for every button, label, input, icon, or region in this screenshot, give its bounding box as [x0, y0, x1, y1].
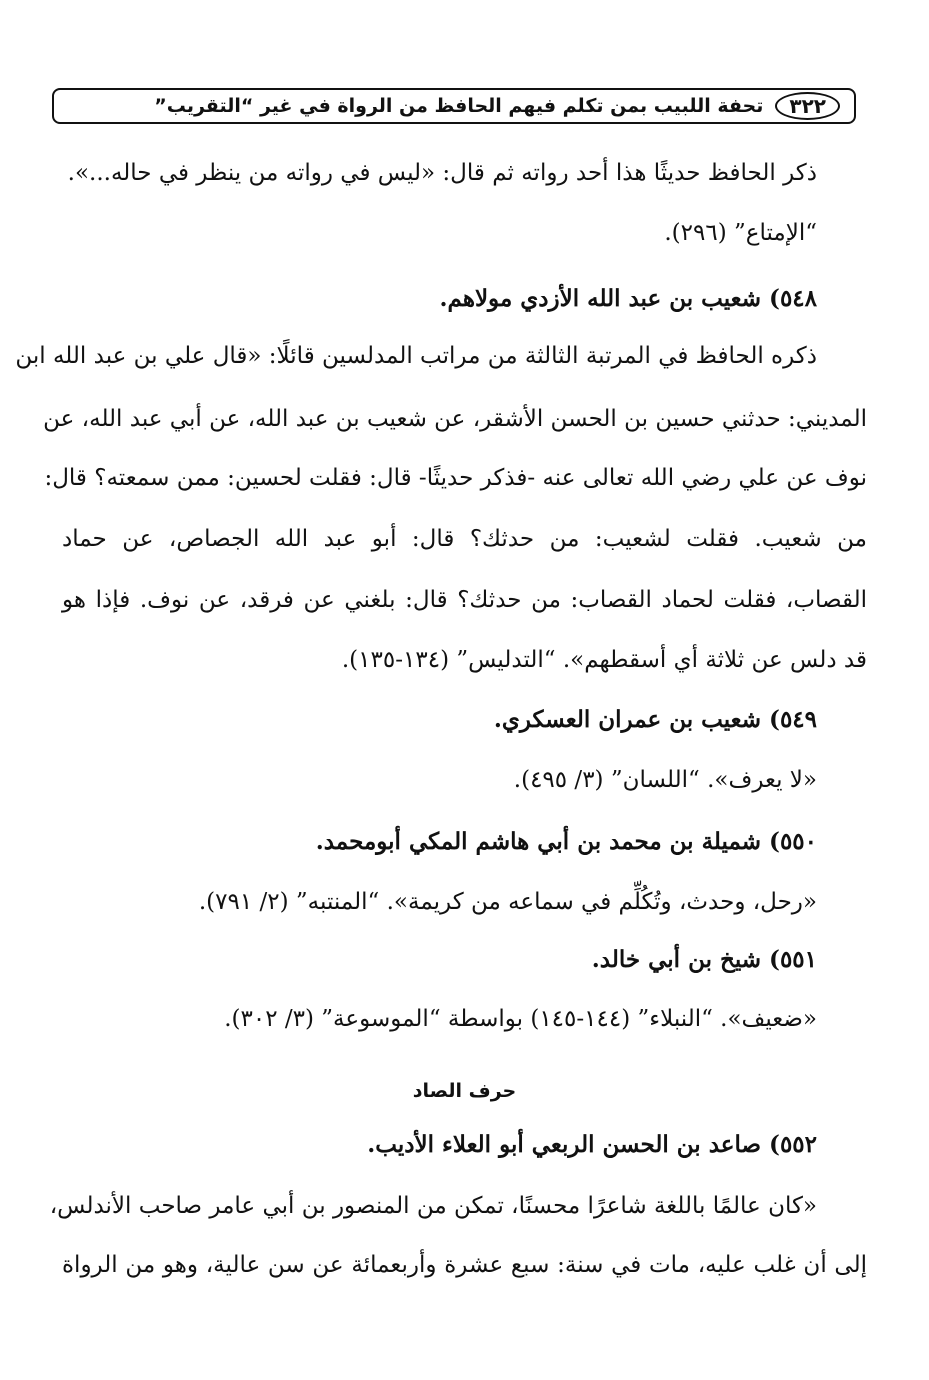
- source-citation: «رحل، وحدث، وتُكُلِّم في سماعه من كريمة». “المنتبه” (٢/ ٧٩١).: [198, 889, 817, 915]
- text-line: من شعيب. فقلت لشعيب: من حدثك؟ قال: أبو عبد الله الجصاص، عن حماد: [62, 526, 867, 552]
- entry-551-heading: ٥٥١) شيخ بن أبي خالد.: [591, 946, 817, 973]
- text-line: قد دلس عن ثلاثة أي أسقطهم». “التدليس” (١٣٤-١٣٥).: [341, 647, 867, 673]
- entry-548-heading: ٥٤٨) شعيب بن عبد الله الأزدي مولاهم.: [439, 285, 817, 312]
- text-line: إلى أن غلب عليه، مات في سنة: سبع عشرة وأربعمائة عن سن عالية، وهو من الرواة: [62, 1252, 867, 1278]
- entry-552-heading: ٥٥٢) صاعد بن الحسن الربعي أبو العلاء الأديب.: [367, 1131, 817, 1158]
- source-citation: «لا يعرف». “اللسان” (٣/ ٤٩٥).: [513, 767, 817, 793]
- source-citation: “الإمتاع” (٢٩٦).: [664, 220, 817, 246]
- text-line: «كان عالمًا باللغة شاعرًا محسنًا، تمكن من المنصور بن أبي عامر صاحب الأندلس،: [49, 1193, 817, 1219]
- text-line: القصاب، فقلت لحماد القصاب: من حدثك؟ قال: بلغني عن فرقد، عن نوف. فإذا هو: [62, 587, 867, 613]
- text-line: نوف عن علي رضي الله تعالى عنه -فذكر حديثًا- قال: فقلت لحسين: ممن سمعته؟ قال:: [44, 465, 867, 491]
- source-citation: «ضعيف». “النبلاء” (١٤٤-١٤٥) بواسطة “الموسوعة” (٣/ ٣٠٢).: [224, 1006, 817, 1032]
- running-header: [52, 88, 856, 124]
- book-title: تحفة اللبيب بمن تكلم فيهم الحافظ من الرواة في غير “التقريب”: [154, 95, 764, 117]
- text-line: ذكر الحافظ حديثًا هذا أحد رواته ثم قال: «ليس في رواته من ينظر في حاله...».: [67, 160, 817, 186]
- entry-550-heading: ٥٥٠) شميلة بن محمد بن أبي هاشم المكي أبومحمد.: [315, 828, 817, 855]
- entry-549-heading: ٥٤٩) شعيب بن عمران العسكري.: [493, 706, 817, 733]
- text-line: المديني: حدثني حسين بن الحسن الأشقر، عن شعيب بن عبد الله، عن أبي عبد الله، عن: [43, 406, 867, 432]
- section-heading: حرف الصاد: [412, 1080, 517, 1102]
- page-number: ٣٢٢: [775, 92, 840, 120]
- text-line: ذكره الحافظ في المرتبة الثالثة من مراتب المدلسين قائلًا: «قال علي بن عبد الله ابن: [15, 343, 817, 369]
